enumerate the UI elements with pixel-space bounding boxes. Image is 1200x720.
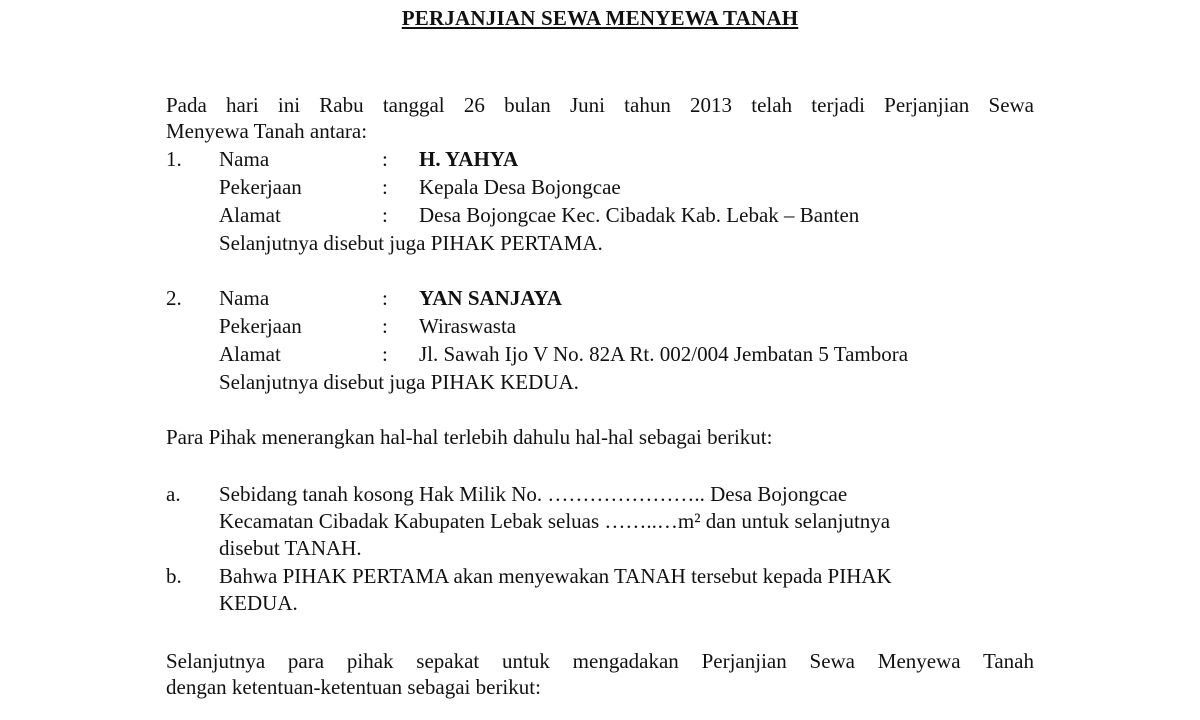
intro-line-1: Pada hari ini Rabu tanggal 26 bulan Juni tahun 2013 telah terjadi Perjanjian Sewa xyxy=(166,93,1034,117)
party-2-job-label: Pekerjaan xyxy=(219,314,302,338)
party-2-address: Jl. Sawah Ijo V No. 82A Rt. 002/004 Jembatan 5 Tambora xyxy=(419,342,909,366)
party-1-job-colon: : xyxy=(382,175,388,199)
item-a-line-3: disebut TANAH. xyxy=(219,536,362,560)
item-b-line-2: KEDUA. xyxy=(219,591,298,615)
closing-line-1: Selanjutnya para pihak sepakat untuk mengadakan Perjanjian Sewa Menyewa Tanah xyxy=(166,649,1034,673)
item-b-line-1: Bahwa PIHAK PERTAMA akan menyewakan TANAH tersebut kepada PIHAK xyxy=(219,564,892,588)
item-a-letter: a. xyxy=(166,482,181,506)
item-a-line-1: Sebidang tanah kosong Hak Milik No. ………………….. Desa Bojongcae xyxy=(219,482,848,506)
party-1-name-label: Nama xyxy=(219,147,270,171)
party-2-designation: Selanjutnya disebut juga PIHAK KEDUA. xyxy=(219,370,579,394)
party-1-job-label: Pekerjaan xyxy=(219,175,302,199)
party-1-number: 1. xyxy=(166,147,182,171)
intro-line-2: Menyewa Tanah antara: xyxy=(166,119,368,143)
party-1-address-colon: : xyxy=(382,203,388,227)
party-1-designation: Selanjutnya disebut juga PIHAK PERTAMA. xyxy=(219,231,603,255)
party-2-job-colon: : xyxy=(382,314,388,338)
item-b-letter: b. xyxy=(166,564,182,588)
party-1-name-colon: : xyxy=(382,147,388,171)
closing-line-2: dengan ketentuan-ketentuan sebagai berikut: xyxy=(166,675,541,699)
party-2-job: Wiraswasta xyxy=(419,314,517,338)
party-2-number: 2. xyxy=(166,286,182,310)
party-1-address-label: Alamat xyxy=(219,203,281,227)
explain-paragraph: Para Pihak menerangkan hal-hal terlebih dahulu hal-hal sebagai berikut: xyxy=(166,425,773,449)
party-2-address-label: Alamat xyxy=(219,342,281,366)
party-1-address: Desa Bojongcae Kec. Cibadak Kab. Lebak – Banten xyxy=(419,203,860,227)
document-title: PERJANJIAN SEWA MENYEWA TANAH xyxy=(401,6,799,30)
party-1-name: H. YAHYA xyxy=(419,147,519,171)
party-2-address-colon: : xyxy=(382,342,388,366)
party-2-name-label: Nama xyxy=(219,286,270,310)
party-1-job: Kepala Desa Bojongcae xyxy=(419,175,621,199)
party-2-name: YAN SANJAYA xyxy=(419,286,562,310)
party-2-name-colon: : xyxy=(382,286,388,310)
item-a-line-2: Kecamatan Cibadak Kabupaten Lebak seluas ……..…m² dan untuk selanjutnya xyxy=(219,509,891,533)
